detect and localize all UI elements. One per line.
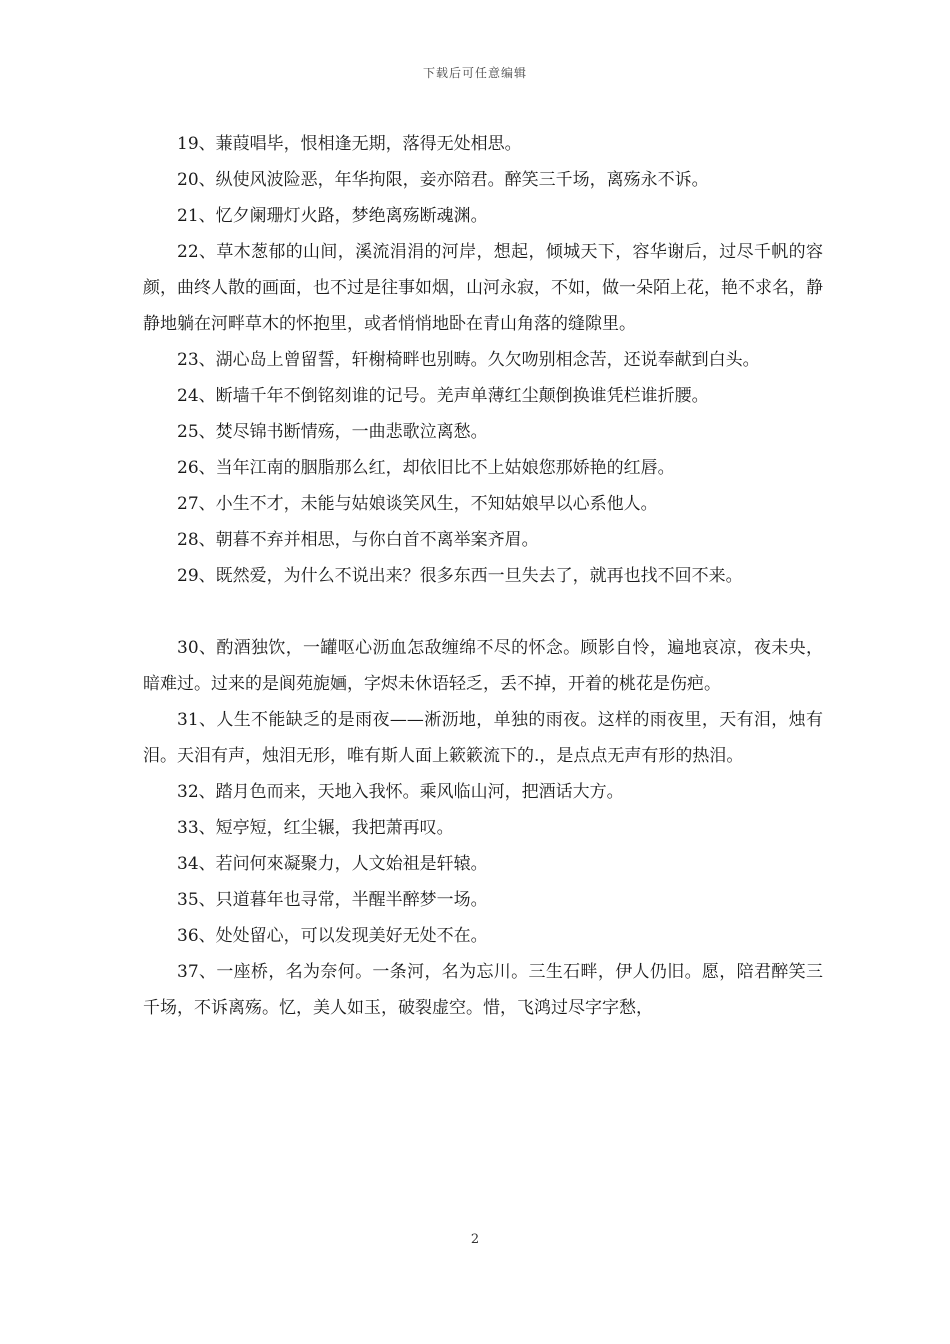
paragraph-gap [143,594,823,630]
paragraph-34: 34、若问何來凝聚力，人文始祖是轩辕。 [177,854,488,874]
paragraph-21: 21、忆夕阑珊灯火路，梦绝离殇断魂渊。 [177,206,488,226]
paragraph-19: 19、蒹葭唱毕，恨相逢无期，落得无处相思。 [177,134,522,154]
paragraph-30: 30、酌酒独饮，一罐呕心沥血怎敌缠绵不尽的怀念。顾影自怜，遍地哀凉，夜未央，暗难过。过来的是阆苑旎婳，字烬未休语轻乏，丢不掉，开着的桃花是伤疤。 [143,638,823,694]
document-body [143,126,823,1026]
paragraph-33: 33、短亭短，红尘辗，我把萧再叹。 [177,818,454,838]
paragraph-26: 26、当年江南的胭脂那么红，却依旧比不上姑娘您那娇艳的红唇。 [177,458,675,478]
paragraph-31: 31、人生不能缺乏的是雨夜——淅沥地，单独的雨夜。这样的雨夜里，天有泪，烛有泪。天泪有声，烛泪无形，唯有斯人面上簌簌流下的.，是点点无声有形的热泪。 [143,710,823,766]
paragraph-24: 24、断墙千年不倒铭刻谁的记号。羌声单薄红尘颠倒换谁凭栏谁折腰。 [177,386,709,406]
paragraph-27: 27、小生不才，未能与姑娘谈笑风生，不知姑娘早以心系他人。 [177,494,658,514]
page-number: 2 [470,1232,480,1247]
page-header: 下载后可任意编辑 [422,66,527,80]
paragraph-29: 29、既然爱，为什么不说出来？很多东西一旦失去了，就再也找不回不来。 [177,566,743,586]
paragraph-25: 25、焚尽锦书断情殇，一曲悲歌泣离愁。 [177,422,488,442]
paragraph-23: 23、湖心岛上曾留誓，轩榭椅畔也别畴。久欠吻别相念苦，还说奉献到白头。 [177,350,760,370]
paragraph-28: 28、朝暮不弃并相思，与你白首不离举案齐眉。 [177,530,539,550]
paragraph-35: 35、只道暮年也寻常，半醒半醉梦一场。 [177,890,488,910]
paragraph-22: 22、草木葱郁的山间，溪流涓涓的河岸，想起，倾城天下，容华谢后，过尽千帆的容颜，曲终人散的画面，也不过是往事如烟，山河永寂，不如，做一朵陌上花，艳不求名，静静地躺在河畔草木的怀抱里，或者悄悄地卧在青山角落的缝隙里。 [143,242,823,334]
paragraph-32: 32、踏月色而来，天地入我怀。乘风临山河，把酒话大方。 [177,782,624,802]
paragraph-37: 37、一座桥，名为奈何。一条河，名为忘川。三生石畔，伊人仍旧。愿，陪君醉笑三千场，不诉离殇。忆，美人如玉，破裂虚空。惜，飞鸿过尽字字愁， [143,962,823,1018]
paragraph-20: 20、纵使风波险恶，年华拘限，妾亦陪君。醉笑三千场，离殇永不诉。 [177,170,709,190]
paragraph-36: 36、处处留心，可以发现美好无处不在。 [177,926,488,946]
